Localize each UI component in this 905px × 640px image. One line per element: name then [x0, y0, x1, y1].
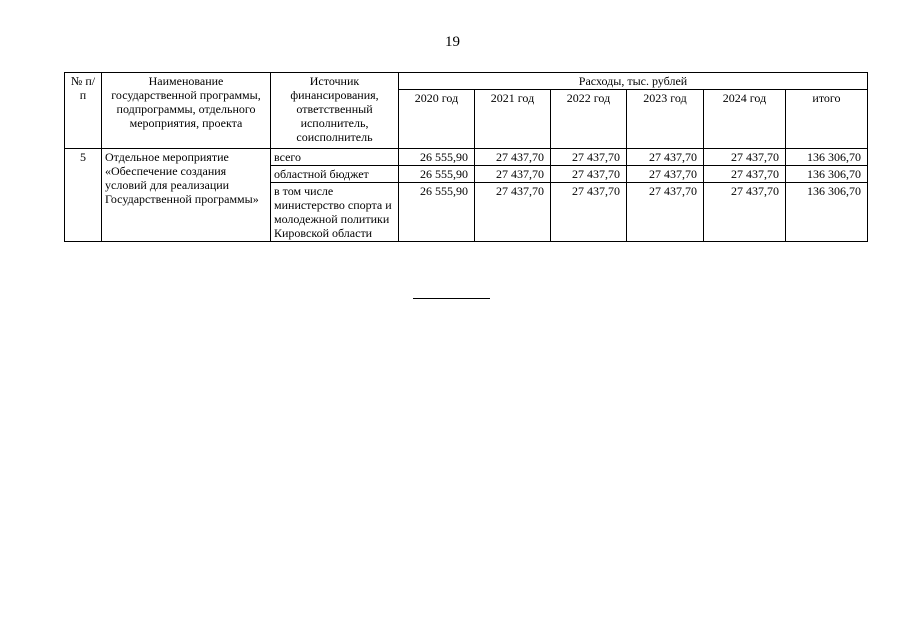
- source-cell: в том числе министерство спорта и молодежной политики Кировской области: [271, 183, 399, 242]
- value-cell: 27 437,70: [704, 183, 786, 242]
- header-year-2022: 2022 год: [551, 90, 627, 149]
- page-number: 19: [445, 34, 460, 50]
- total-cell: 136 306,70: [786, 149, 868, 166]
- header-number: № п/п: [65, 73, 102, 149]
- header-year-2023: 2023 год: [627, 90, 704, 149]
- value-cell: 27 437,70: [551, 166, 627, 183]
- value-cell: 27 437,70: [551, 183, 627, 242]
- value-cell: 26 555,90: [399, 149, 475, 166]
- total-cell: 136 306,70: [786, 166, 868, 183]
- value-cell: 27 437,70: [475, 183, 551, 242]
- value-cell: 26 555,90: [399, 183, 475, 242]
- header-year-2020: 2020 год: [399, 90, 475, 149]
- total-cell: 136 306,70: [786, 183, 868, 242]
- value-cell: 27 437,70: [551, 149, 627, 166]
- value-cell: 27 437,70: [627, 149, 704, 166]
- budget-table: [64, 72, 868, 242]
- value-cell: 27 437,70: [475, 166, 551, 183]
- header-funding-source: Источник финансирования, ответственный исполнитель, соисполнитель: [271, 73, 399, 149]
- value-cell: 27 437,70: [475, 149, 551, 166]
- end-separator-line: [413, 298, 490, 299]
- source-cell: областной бюджет: [271, 166, 399, 183]
- source-cell: всего: [271, 149, 399, 166]
- value-cell: 26 555,90: [399, 166, 475, 183]
- header-row-1: [65, 73, 868, 90]
- header-year-2024: 2024 год: [704, 90, 786, 149]
- row-program-name: Отдельное мероприятие «Обеспечение создания условий для реализации Государственной программы»: [102, 149, 271, 242]
- header-year-2021: 2021 год: [475, 90, 551, 149]
- table-row: [65, 149, 868, 166]
- value-cell: 27 437,70: [627, 166, 704, 183]
- header-program-name: Наименование государственной программы, подпрограммы, отдельного мероприятия, проекта: [102, 73, 271, 149]
- header-total: итого: [786, 90, 868, 149]
- value-cell: 27 437,70: [704, 166, 786, 183]
- header-expenses: Расходы, тыс. рублей: [399, 73, 868, 90]
- value-cell: 27 437,70: [704, 149, 786, 166]
- value-cell: 27 437,70: [627, 183, 704, 242]
- row-number: 5: [65, 149, 102, 242]
